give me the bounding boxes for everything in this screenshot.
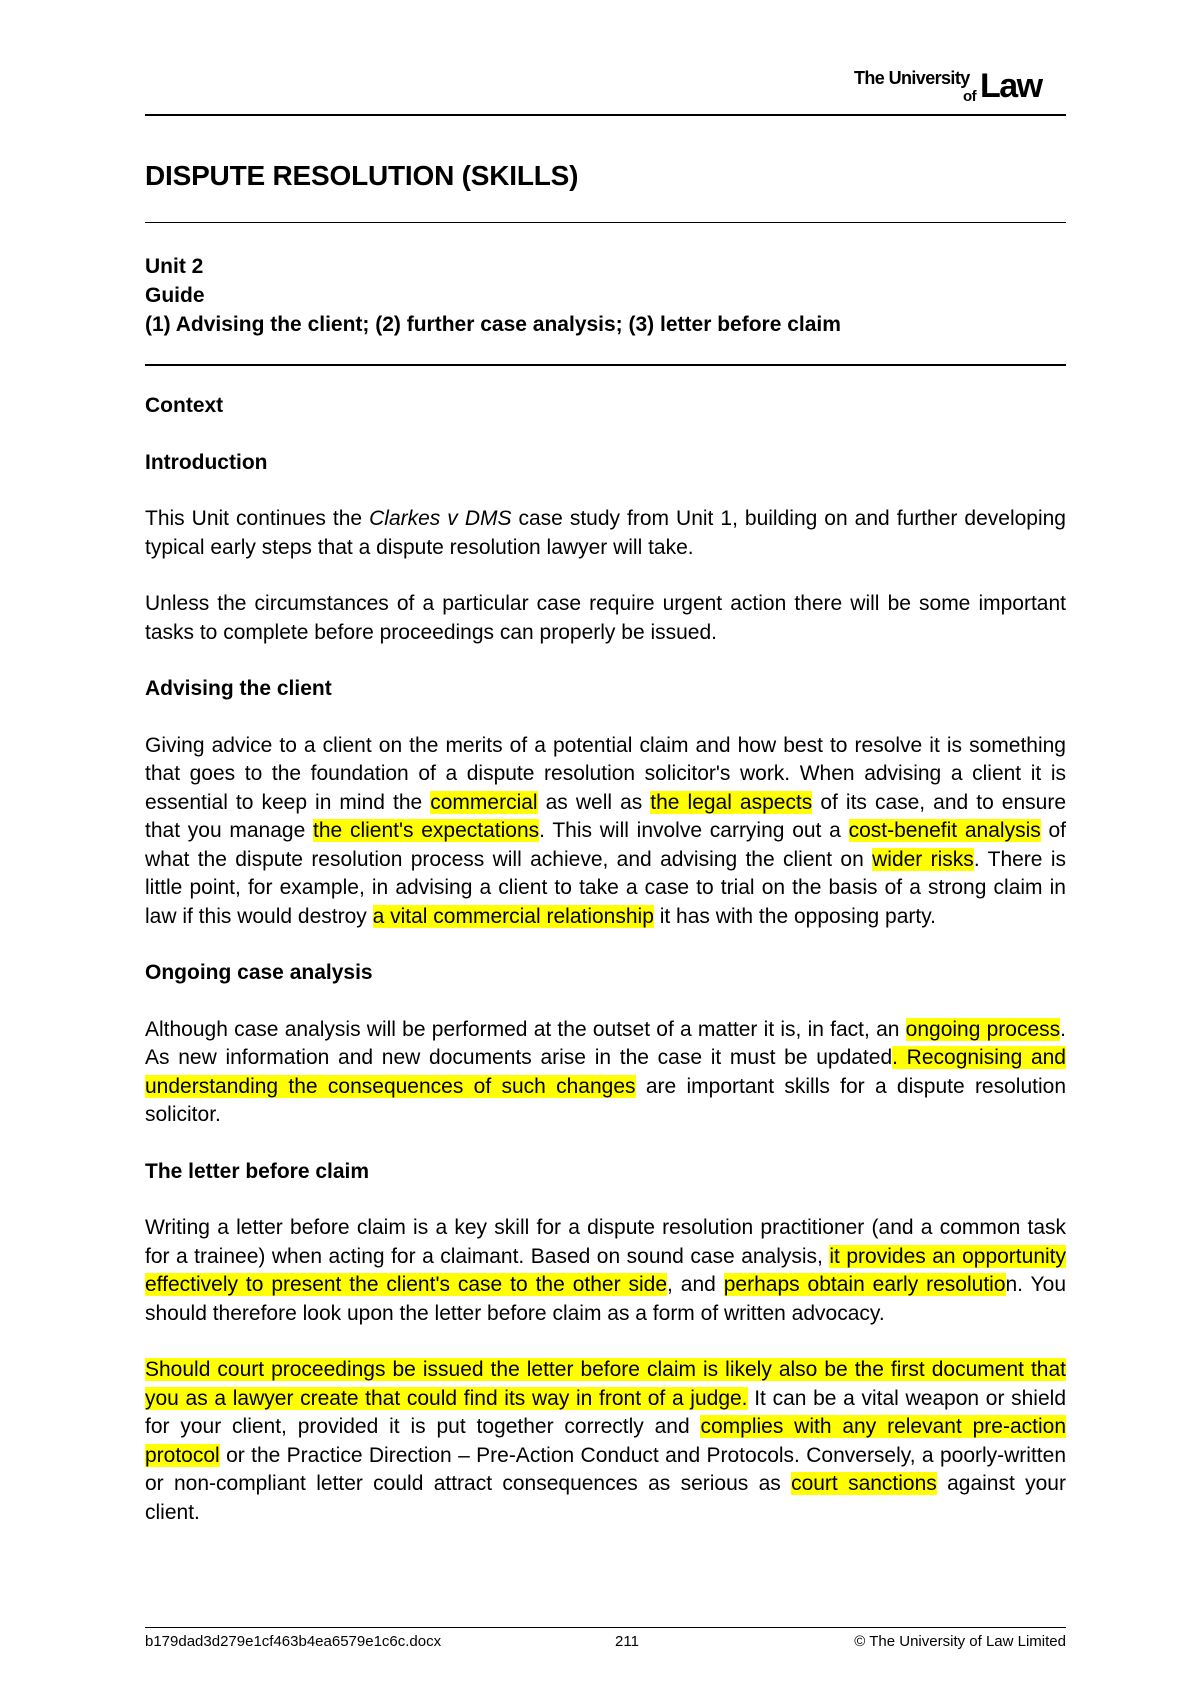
highlight: cost-benefit analysis — [848, 819, 1041, 842]
introduction-paragraph-2: Unless the circumstances of a particular case require urgent action there will be some important tasks to complete before proceedings can properly be issued. — [145, 592, 1066, 644]
advising-paragraph: Giving advice to a client on the merits of a potential claim and how best to resolve it is something that goes to the foundation of a dispute resolution solicitor's work. When advising a client it is essential to keep in mind the commercial as well as the legal aspects of its case, and to ensure that you manage the client's expectations. This will involve carrying out a cost-benefit analysis of what the dispute resolution process will achieve, and advising the client on wider risks. There is little point, for example, in advising a client to take a case to trial on the basis of a strong claim in law if this would destroy a vital commercial relationship it has with the opposing party. — [145, 733, 1067, 928]
introduction-paragraph-1: This Unit continues the Clarkes v DMS case study from Unit 1, building on and further developing typical early steps that a dispute resolution lawyer will take. — [145, 507, 1066, 559]
highlight: ongoing process — [905, 1017, 1061, 1041]
case-name: Clarkes v DMS — [369, 507, 512, 530]
university-logo — [854, 66, 1064, 110]
footer-filename: b179dad3d279e1cf463b4ea6579e1c6c.docx — [145, 1633, 442, 1650]
highlight: complies with any relevant pre-action protocol — [145, 1415, 1067, 1467]
logo-text-of: of — [963, 88, 977, 105]
advising-heading: Advising the client — [145, 677, 332, 700]
highlight: . Recognising and understanding the consequences of such changes — [145, 1046, 1066, 1098]
guide-label: Guide — [145, 284, 205, 307]
letter-paragraph-1: Writing a letter before claim is a key skill for a dispute resolution practitioner (and a common task for a trainee) when acting for a claimant. Based on sound case analysis, it provides an opportunity effectively to present the client's case to the other side, and perhaps obtain early resolution. You should therefore look upon the letter before claim as a form of written advocacy. — [145, 1216, 1066, 1325]
document-body — [145, 392, 1066, 1555]
footer-page-number: 211 — [615, 1633, 639, 1650]
title-divider — [145, 222, 1066, 223]
highlight: a vital commercial relationship — [372, 904, 654, 928]
ongoing-paragraph: Although case analysis will be performed at the outset of a matter it is, in fact, an ongoing process. As new information and new documents arise in the case it must be updated. Recognising and understanding the consequences of such changes are important skills for a dispute resolution solicitor. — [145, 1017, 1066, 1126]
highlight: perhaps obtain early resolutio — [723, 1273, 1006, 1296]
highlight: it provides an opportunity effectively to present the client's case to the other side — [145, 1244, 1066, 1296]
header-divider — [145, 114, 1066, 116]
unit-divider — [145, 364, 1066, 366]
logo-text-the-university: The University — [854, 68, 970, 88]
unit-label: Unit 2 — [145, 255, 204, 278]
letter-paragraph-2: Should court proceedings be issued the letter before claim is likely also be the first document that you as a lawyer create that could find its way in front of a judge. It can be a vital weapon or shield for your client, provided it is put together correctly and complies with any relevant pre-action protocol or the Practice Direction – Pre-Action Conduct and Protocols. Conversely, a poorly-written or non-compliant letter could attract consequences as serious as court sanctions against your client. — [145, 1358, 1067, 1524]
highlight: the legal aspects — [650, 790, 813, 814]
highlight: wider risks — [872, 847, 974, 871]
footer-divider — [145, 1627, 1066, 1628]
context-heading: Context — [145, 394, 224, 417]
highlight: Should court proceedings be issued the letter before claim is likely also be the first document that you as a lawyer create that could find its way in front of a judge. — [145, 1358, 1066, 1410]
unit-block — [145, 252, 841, 339]
unit-subtitle: (1) Advising the client; (2) further case analysis; (3) letter before claim — [145, 313, 841, 336]
letter-heading: The letter before claim — [145, 1159, 370, 1183]
highlight: commercial — [430, 790, 538, 814]
highlight: the client's expectations — [313, 819, 540, 842]
logo-text-law: Law — [980, 67, 1042, 105]
introduction-heading: Introduction — [145, 450, 268, 474]
footer-copyright: © The University of Law Limited — [854, 1633, 1066, 1650]
document-title: DISPUTE RESOLUTION (SKILLS) — [145, 160, 579, 191]
highlight: court sanctions — [791, 1472, 937, 1495]
ongoing-heading: Ongoing case analysis — [145, 961, 373, 984]
